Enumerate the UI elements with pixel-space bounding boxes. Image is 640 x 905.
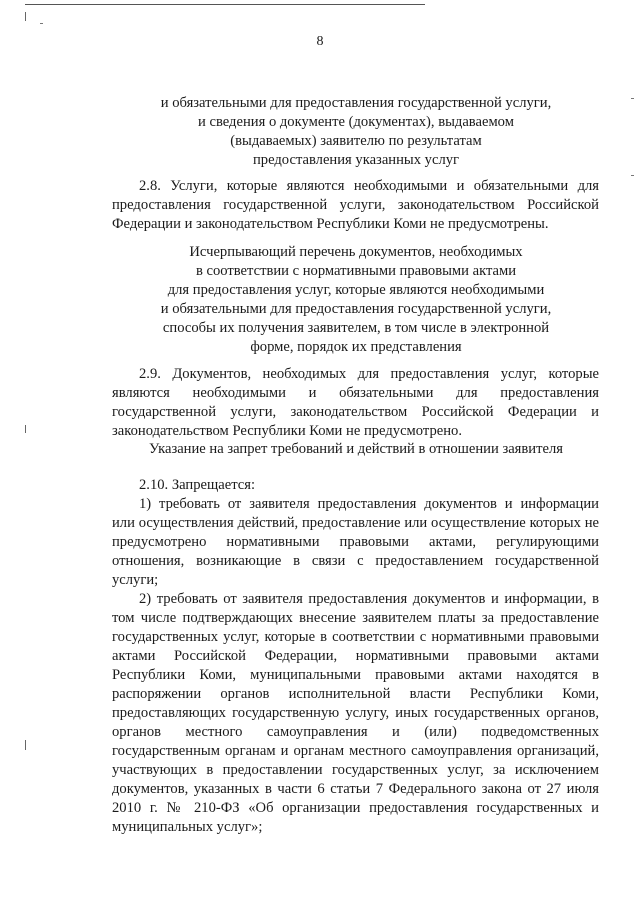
paragraph-line: предоставления государственной услуги, законодательством Российской bbox=[112, 197, 599, 213]
paragraph-line: государственной услуги, законодательством Российской Федерации и bbox=[112, 404, 599, 420]
paragraph-line: муниципальных услуг»; bbox=[112, 819, 263, 835]
paragraph-line: 2) требовать от заявителя предоставления документов и информации, в bbox=[139, 591, 599, 607]
scan-border-line bbox=[25, 4, 425, 5]
scan-speck bbox=[40, 23, 43, 24]
section-heading-services bbox=[112, 94, 600, 170]
heading-line: и сведения о документе (документах), выдаваемом bbox=[198, 114, 514, 130]
paragraph-line: услуги; bbox=[112, 572, 159, 588]
paragraph-line: документов, указанных в части 6 статьи 7 Федерального закона от 27 июля bbox=[112, 781, 599, 797]
scan-speck bbox=[631, 98, 634, 99]
paragraph-2-10 bbox=[112, 476, 599, 495]
paragraph-line: 2010 г. № 210-ФЗ «Об организации предоставления государственных и bbox=[112, 800, 599, 816]
heading-line: предоставления указанных услуг bbox=[252, 152, 460, 168]
heading-line: способы их получения заявителем, в том числе в электронной bbox=[162, 320, 550, 336]
heading-line: (выдаваемых) заявителю по результатам bbox=[230, 133, 482, 149]
scan-mark bbox=[25, 740, 26, 750]
heading-line: Указание на запрет требований и действий в отношении заявителя bbox=[149, 441, 563, 457]
heading-line: форме, порядок их представления bbox=[250, 339, 462, 355]
paragraph-line: или осуществления действий, предоставление или осуществление которых не bbox=[112, 515, 599, 531]
paragraph-line: распоряжении органов исполнительной власти Республики Коми, bbox=[112, 686, 599, 702]
paragraph-line: отношения, возникающие в связи с предоставлением государственной bbox=[112, 553, 599, 569]
paragraph-line: 1) требовать от заявителя предоставления документов и информации bbox=[139, 496, 599, 512]
paragraph-line: 2.9. Документов, необходимых для предоставления услуг, которые bbox=[139, 366, 599, 382]
paragraph-2-8 bbox=[112, 177, 599, 234]
paragraph-line: предоставляющих государственную услугу, иных государственных органов, bbox=[112, 705, 599, 721]
heading-line: для предоставления услуг, которые являются необходимыми bbox=[167, 282, 545, 298]
paragraph-line: том числе подтверждающих внесение заявителем платы за предоставление bbox=[112, 610, 599, 626]
paragraph-line: Федерации и законодательством Республики Коми не предусмотрены. bbox=[112, 216, 549, 232]
heading-line: Исчерпывающий перечень документов, необходимых bbox=[189, 244, 523, 260]
paragraph-line: 2.8. Услуги, которые являются необходимыми и обязательными для bbox=[139, 178, 599, 194]
page-number: 8 bbox=[316, 34, 324, 49]
heading-line: в соответствии с нормативными правовыми актами bbox=[195, 263, 517, 279]
scan-speck bbox=[631, 175, 634, 176]
paragraph-line: государственным органам и органам местного самоуправления организаций, bbox=[112, 743, 599, 759]
heading-line: и обязательными для предоставления государственной услуги, bbox=[160, 301, 552, 317]
list-item-2 bbox=[112, 590, 599, 837]
paragraph-2-9 bbox=[112, 365, 599, 441]
section-heading-prohibitions bbox=[112, 440, 600, 459]
paragraph-line: актами Российской Федерации, нормативными правовыми актами bbox=[112, 648, 599, 664]
paragraph-line: являются необходимыми и обязательными для предоставления bbox=[112, 385, 599, 401]
scan-mark bbox=[25, 12, 26, 21]
paragraph-line: законодательством Республики Коми не предусмотрено. bbox=[112, 423, 462, 439]
paragraph-line: предусмотрено нормативными правовыми актами, регулирующими bbox=[112, 534, 599, 550]
section-heading-documents bbox=[112, 243, 600, 357]
heading-line: и обязательными для предоставления государственной услуги, bbox=[160, 95, 552, 111]
paragraph-line: государственных услуг, которые в соответствии с нормативными правовыми bbox=[112, 629, 599, 645]
list-item-1 bbox=[112, 495, 599, 590]
paragraph-line: Республики Коми, муниципальными правовыми актами находятся в bbox=[112, 667, 599, 683]
paragraph-line: органов местного самоуправления и (или) подведомственных bbox=[112, 724, 599, 740]
paragraph-line: участвующих в предоставлении государственных услуг, за исключением bbox=[112, 762, 599, 778]
paragraph-line: 2.10. Запрещается: bbox=[139, 477, 256, 493]
scan-mark bbox=[25, 425, 26, 433]
